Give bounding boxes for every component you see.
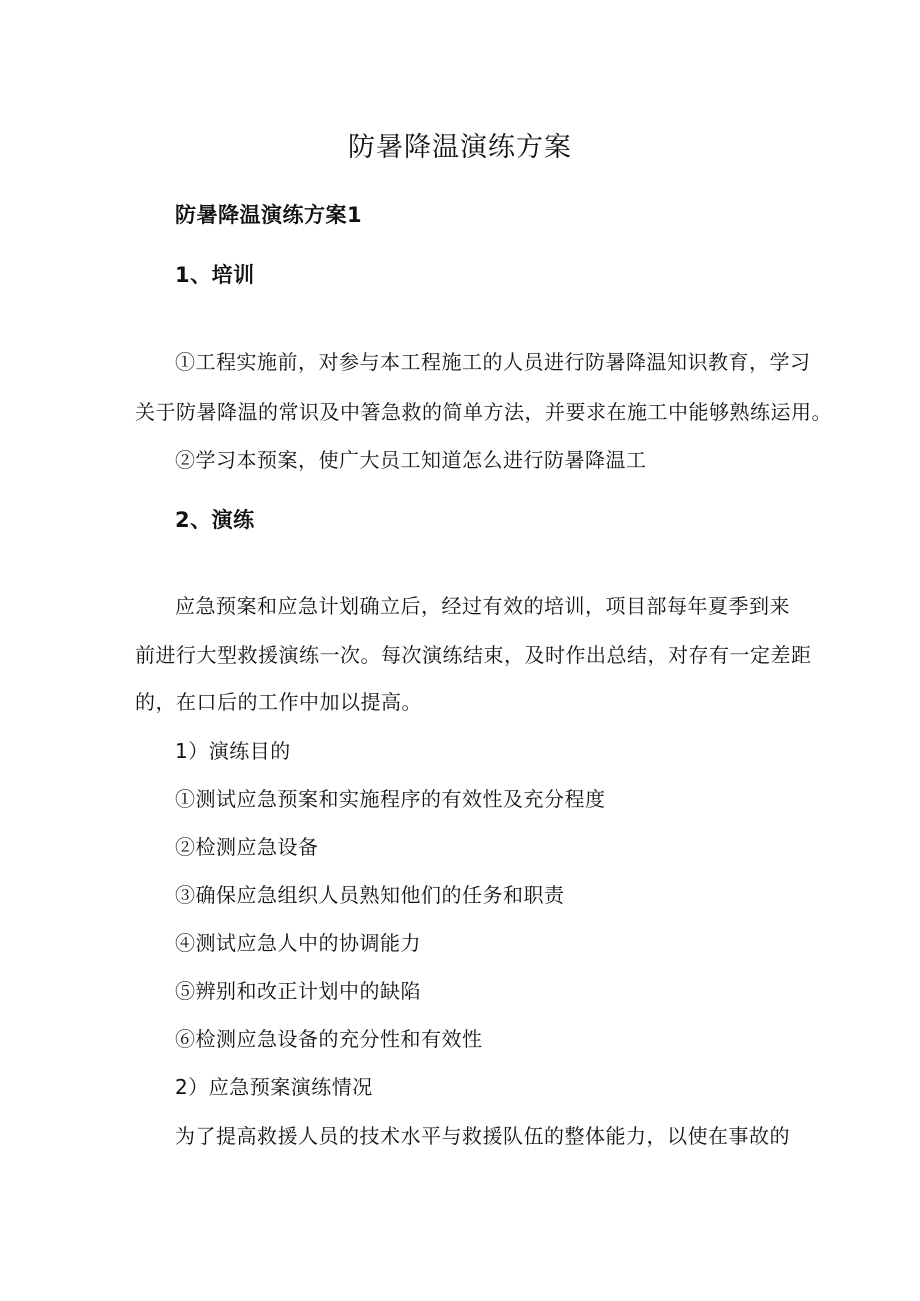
subsection-heading-drill-status: 2）应急预案演练情况 xyxy=(175,1075,373,1099)
section-heading-training: 1、培训 xyxy=(175,263,255,287)
paragraph-line: 前进行大型救援演练一次。每次演练结束，及时作出总结，对存有一定差距 xyxy=(135,643,812,667)
objective-item: ⑤辨别和改正计划中的缺陷 xyxy=(175,979,421,1003)
plan-subtitle: 防暑降温演练方案1 xyxy=(175,203,363,227)
objective-item: ②检测应急设备 xyxy=(175,835,319,859)
objective-item: ⑥检测应急设备的充分性和有效性 xyxy=(175,1027,483,1051)
objective-item: ③确保应急组织人员熟知他们的任务和职责 xyxy=(175,883,565,907)
paragraph-line: ②学习本预案，使广大员工知道怎么进行防暑降温工 xyxy=(175,448,647,472)
paragraph-line: 的，在口后的工作中加以提高。 xyxy=(135,690,422,714)
paragraph-line: ①工程实施前，对参与本工程施工的人员进行防暑降温知识教育，学习 xyxy=(175,350,811,374)
section-heading-drill: 2、演练 xyxy=(175,508,255,532)
objective-item: ④测试应急人中的协调能力 xyxy=(175,931,421,955)
paragraph-line: 关于防暑降温的常识及中箸急救的简单方法，并要求在施工中能够熟练运用。 xyxy=(135,400,832,424)
paragraph-line: 应急预案和应急计划确立后，经过有效的培训，项目部每年夏季到来 xyxy=(175,594,790,618)
objective-item: ①测试应急预案和实施程序的有效性及充分程度 xyxy=(175,787,606,811)
subsection-heading-objectives: 1）演练目的 xyxy=(175,739,291,763)
paragraph-line: 为了提高救援人员的技术水平与救援队伍的整体能力，以使在事故的 xyxy=(175,1124,790,1148)
document-title: 防暑降温演练方案 xyxy=(348,132,572,163)
